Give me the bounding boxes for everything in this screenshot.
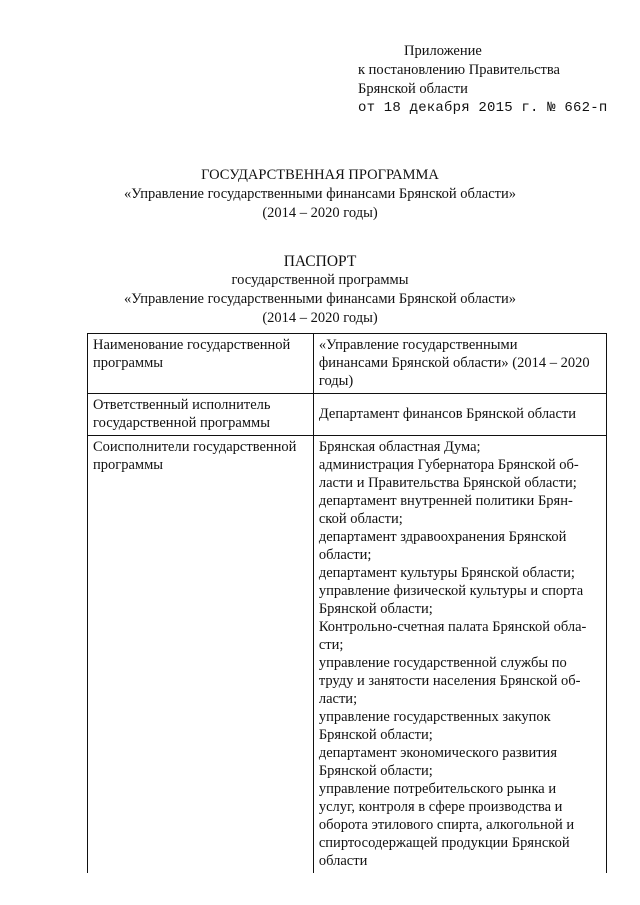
program-name: «Управление государственными финансами Брянской области»	[123, 186, 517, 202]
passport-title-block	[0, 252, 640, 328]
row-label-program-name: Наименование государственной программы	[88, 334, 314, 394]
row-value-coexecutors: Брянская областная Дума; администрация Губернатора Брянской об- ласти и Правительства Брянской области; департамент внутренней политики Брян- ской области; департамент здравоохранения Брянской области; департамент культуры Брянской области; управление физической культуры и спорта Брянской области; Контрольно-счетная палата Брянской обла- сти; управление государственной службы по труду и занятости населения Брянской об- ласти; управление государственных закупок Брянской области; департамент экономического развития Брянской области; управление потребительского рынка и услуг, контроля в сфере производства и оборота этилового спирта, алкогольной и спиртосодержащей продукции Брянской области	[313, 436, 606, 874]
passport-years: (2014 – 2020 годы)	[262, 310, 378, 326]
passport-table	[87, 333, 607, 873]
program-title-block	[0, 166, 640, 223]
row-label-responsible: Ответственный исполнитель государственной программы	[88, 394, 314, 436]
appendix-region: Брянской области	[358, 81, 468, 97]
program-heading: ГОСУДАРСТВЕННАЯ ПРОГРАММА	[201, 167, 439, 183]
table-row	[88, 436, 607, 874]
appendix-date: от 18 декабря 2015 г. № 662-п	[358, 100, 608, 116]
appendix-block	[358, 42, 607, 118]
program-years: (2014 – 2020 годы)	[262, 205, 378, 221]
appendix-resolution: к постановлению Правительства	[358, 62, 560, 78]
row-value-program-name: «Управление государственными финансами Брянской области» (2014 – 2020 годы)	[313, 334, 606, 394]
table-row	[88, 334, 607, 394]
passport-subheading: государственной программы	[231, 272, 409, 288]
row-value-responsible: Департамент финансов Брянской области	[313, 394, 606, 436]
row-label-coexecutors: Соисполнители государственной программы	[88, 436, 314, 874]
appendix-title: Приложение	[404, 43, 482, 59]
passport-name: «Управление государственными финансами Брянской области»	[123, 291, 517, 307]
passport-heading: ПАСПОРТ	[283, 253, 357, 270]
table-row	[88, 394, 607, 436]
